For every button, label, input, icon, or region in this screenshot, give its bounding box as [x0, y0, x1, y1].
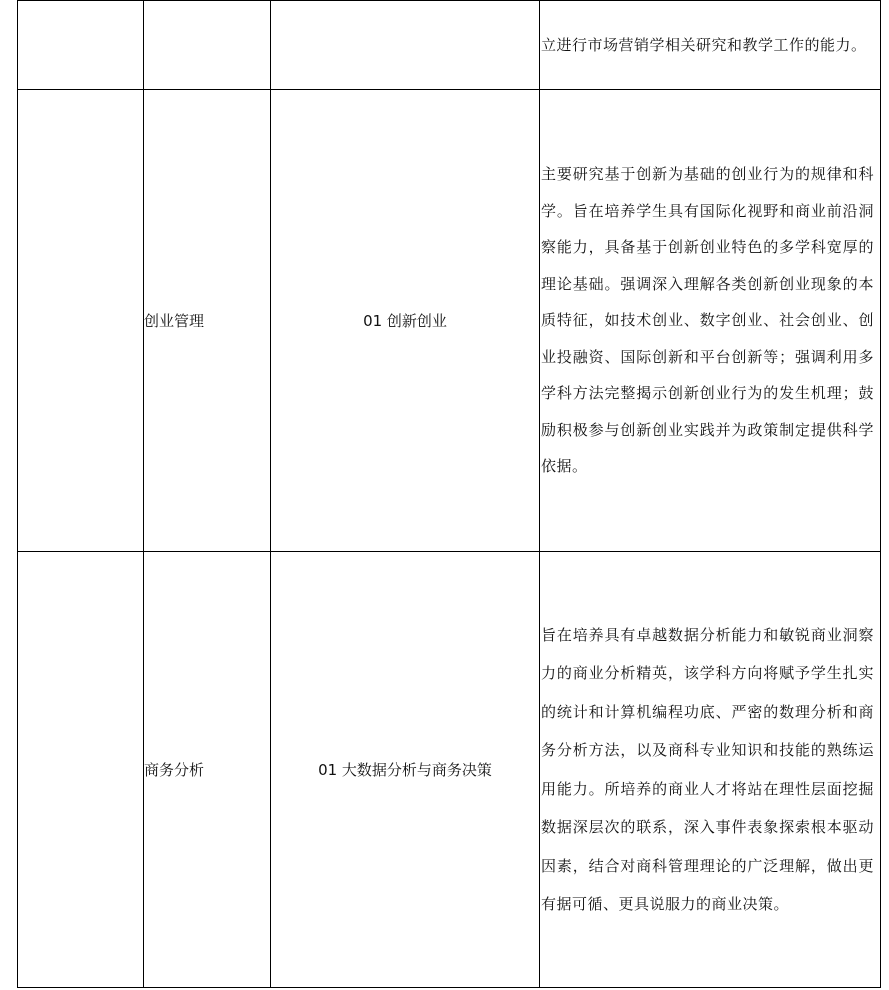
discipline-cell	[144, 1, 271, 90]
blank-cell	[18, 1, 144, 90]
table-row	[18, 552, 881, 988]
blank-cell	[18, 552, 144, 988]
description-cell	[540, 552, 881, 988]
direction-cell: 01 大数据分析与商务决策	[271, 552, 540, 988]
table-row	[18, 90, 881, 552]
description-cell	[540, 90, 881, 552]
discipline-table	[17, 0, 881, 988]
blank-cell	[18, 90, 144, 552]
program-table-page	[17, 0, 879, 987]
discipline-cell: 创业管理	[144, 90, 271, 552]
description-text: 立进行市场营销学相关研究和教学工作的能力。	[541, 35, 867, 54]
discipline-cell: 商务分析	[144, 552, 271, 988]
direction-cell: 01 创新创业	[271, 90, 540, 552]
description-text: 主要研究基于创新为基础的创业行为的规律和科学。旨在培养学生具有国际化视野和商业前沿洞察能力，具备基于创新创业特色的多学科宽厚的理论基础。强调深入理解各类创新创业现象的本质特征，如技术创业、数字创业、社会创业、创业投融资、国际创新和平台创新等；强调利用多学科方法完整揭示创新创业行为的发生机理；鼓励积极参与创新创业实践并为政策制定提供科学依据。	[541, 165, 874, 476]
description-cell	[540, 1, 881, 90]
direction-cell	[271, 1, 540, 90]
table-row	[18, 1, 881, 90]
description-text: 旨在培养具有卓越数据分析能力和敏锐商业洞察力的商业分析精英，该学科方向将赋予学生扎实的统计和计算机编程功底、严密的数理分析和商务分析方法，以及商科专业知识和技能的熟练运用能力。所培养的商业人才将站在理性层面挖掘数据深层次的联系，深入事件表象探索根本驱动因素，结合对商科管理理论的广泛理解，做出更有据可循、更具说服力的商业决策。	[541, 625, 874, 913]
